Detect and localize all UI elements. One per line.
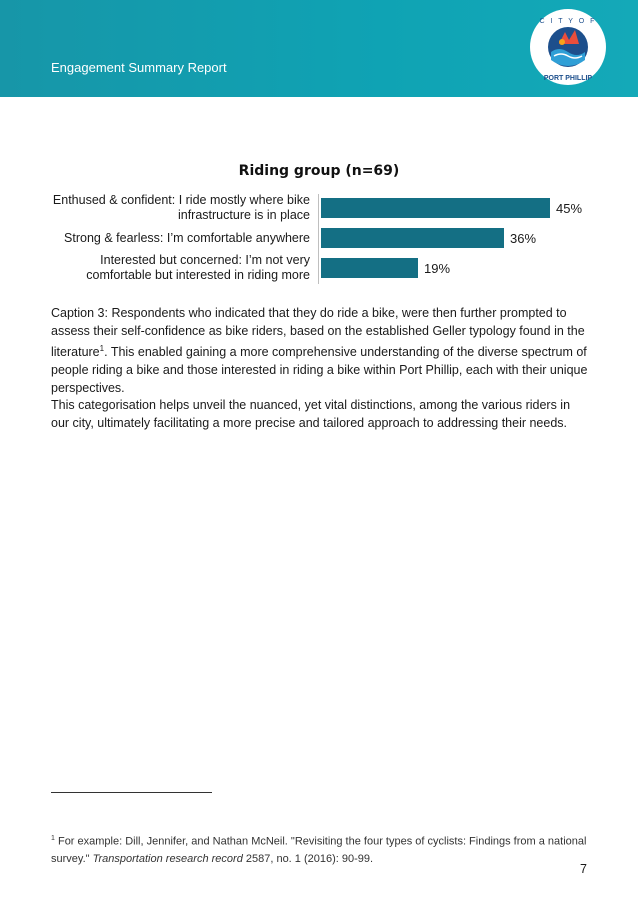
- bar-category-label-line: Enthused & confident: I ride mostly where bike: [52, 193, 310, 207]
- footnote-number: 1: [51, 835, 55, 842]
- bar-category-label-line: infrastructure is in place: [177, 208, 310, 222]
- body-paragraph: This categorisation helps unveil the nuanced, yet vital distinctions, among the various riders in our city, ultimately facilitating a more precise and tailored approach to addressing their needs.: [51, 398, 571, 430]
- footnote: [51, 830, 591, 868]
- caption-text: Caption 3: Respondents who indicated that they do ride a bike, were then further prompted to assess their self-confidence as bike riders, based on the established Geller typology found in the literature: [51, 306, 585, 360]
- bar-value-label: 19%: [424, 261, 451, 276]
- logo-bottom-text: PORT PHILLIP: [543, 75, 593, 82]
- page-number: 7: [580, 862, 587, 876]
- bar: [321, 258, 418, 278]
- caption-text-end: . This enabled gaining a more comprehensive understanding of the diverse spectrum of people riding a bike and those interested in riding a bike within Port Phillip, each with their unique perspectives.: [51, 345, 588, 396]
- chart-title: Riding group (n=69): [238, 163, 400, 179]
- riding-group-bar-chart: [0, 0, 638, 300]
- logo-top-text: C I T Y O F: [539, 18, 597, 25]
- footnote-ref[interactable]: 1: [99, 344, 105, 353]
- bar-category-label-line: Strong & fearless: I’m comfortable anywhere: [64, 230, 310, 245]
- report-title: Engagement Summary Report: [51, 60, 227, 75]
- bar-category-label: [40, 231, 310, 246]
- chart-axis-line: [318, 194, 319, 284]
- bar-category-label-line: comfortable but interested in riding more: [86, 268, 310, 282]
- bar: [321, 228, 504, 248]
- caption-paragraph: [51, 304, 591, 397]
- bar: [321, 198, 550, 218]
- bar-value-label: 45%: [556, 201, 583, 216]
- footnote-divider: [51, 792, 212, 793]
- bar-category-label: [40, 193, 310, 223]
- bar-category-label: [40, 253, 310, 283]
- footnote-lead: For example:: [57, 835, 123, 848]
- bar-value-label: 36%: [510, 231, 537, 246]
- footnote-citation-end: 2587, no. 1 (2016): 90-99.: [242, 852, 374, 865]
- footnote-journal: Transportation research record: [92, 852, 243, 865]
- footnote-citation: Dill, Jennifer, and Nathan McNeil. "Revisiting the four types of cyclists: Findings from a national survey.": [51, 835, 587, 865]
- bar-category-label-line: Interested but concerned: I’m not very: [100, 253, 310, 267]
